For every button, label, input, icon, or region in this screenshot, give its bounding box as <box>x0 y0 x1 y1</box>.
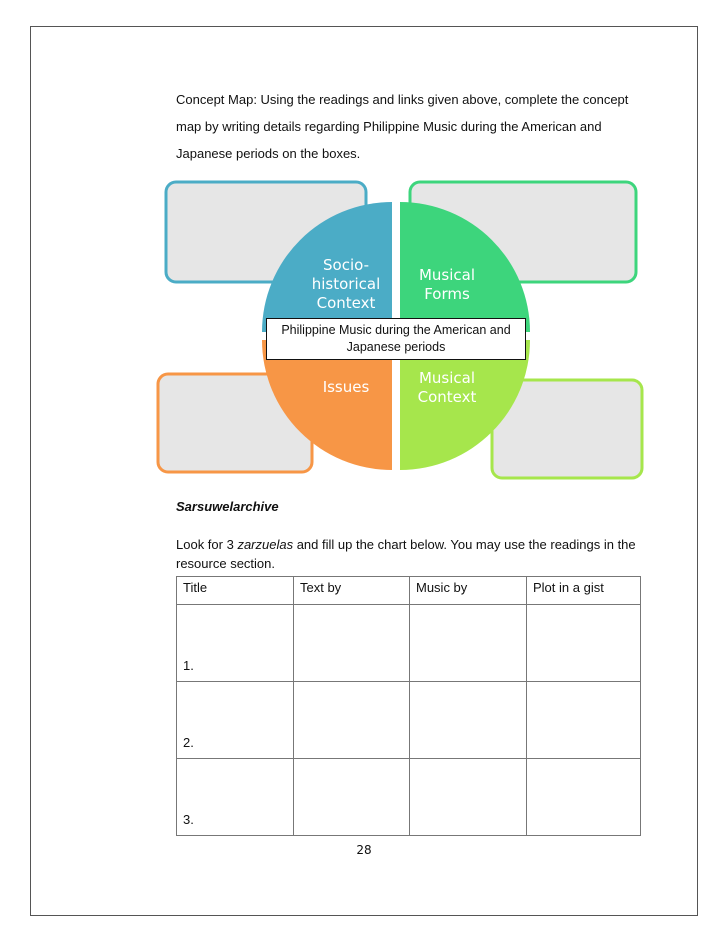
label-musical-context: Musical Context <box>417 369 477 406</box>
header-music-by: Music by <box>410 577 527 605</box>
intro-paragraph: Concept Map: Using the readings and links given above, complete the concept map by writing details regarding Philippine Music during the American and Japanese periods on the boxes. <box>176 92 629 161</box>
label-issues: Issues <box>322 378 370 396</box>
music-by-cell[interactable] <box>410 682 527 759</box>
row-number[interactable]: 3. <box>177 759 294 836</box>
plot-cell[interactable] <box>527 605 641 682</box>
center-topic-box: Philippine Music during the American and Japanese periods <box>266 318 526 360</box>
plot-cell[interactable] <box>527 682 641 759</box>
zarzuela-table <box>176 576 641 836</box>
text-by-cell[interactable] <box>294 759 410 836</box>
table-header-row <box>177 577 641 605</box>
header-plot: Plot in a gist <box>527 577 641 605</box>
row-number[interactable]: 1. <box>177 605 294 682</box>
text-by-cell[interactable] <box>294 682 410 759</box>
text-by-cell[interactable] <box>294 605 410 682</box>
table-row <box>177 682 641 759</box>
row-number[interactable]: 2. <box>177 682 294 759</box>
instructions: Look for 3 zarzuelas and fill up the chart below. You may use the readings in the resource section. <box>176 537 636 571</box>
zarzuelas-emphasis: zarzuelas <box>237 537 294 552</box>
header-title: Title <box>177 577 294 605</box>
table-row <box>177 605 641 682</box>
music-by-cell[interactable] <box>410 605 527 682</box>
plot-cell[interactable] <box>527 759 641 836</box>
section-title: Sarsuwelarchive <box>176 499 279 514</box>
page-number: 28 <box>356 843 372 857</box>
table-row <box>177 759 641 836</box>
music-by-cell[interactable] <box>410 759 527 836</box>
label-socio-historical: Socio- historical Context <box>311 256 381 312</box>
label-musical-forms: Musical Forms <box>418 266 476 303</box>
header-text-by: Text by <box>294 577 410 605</box>
